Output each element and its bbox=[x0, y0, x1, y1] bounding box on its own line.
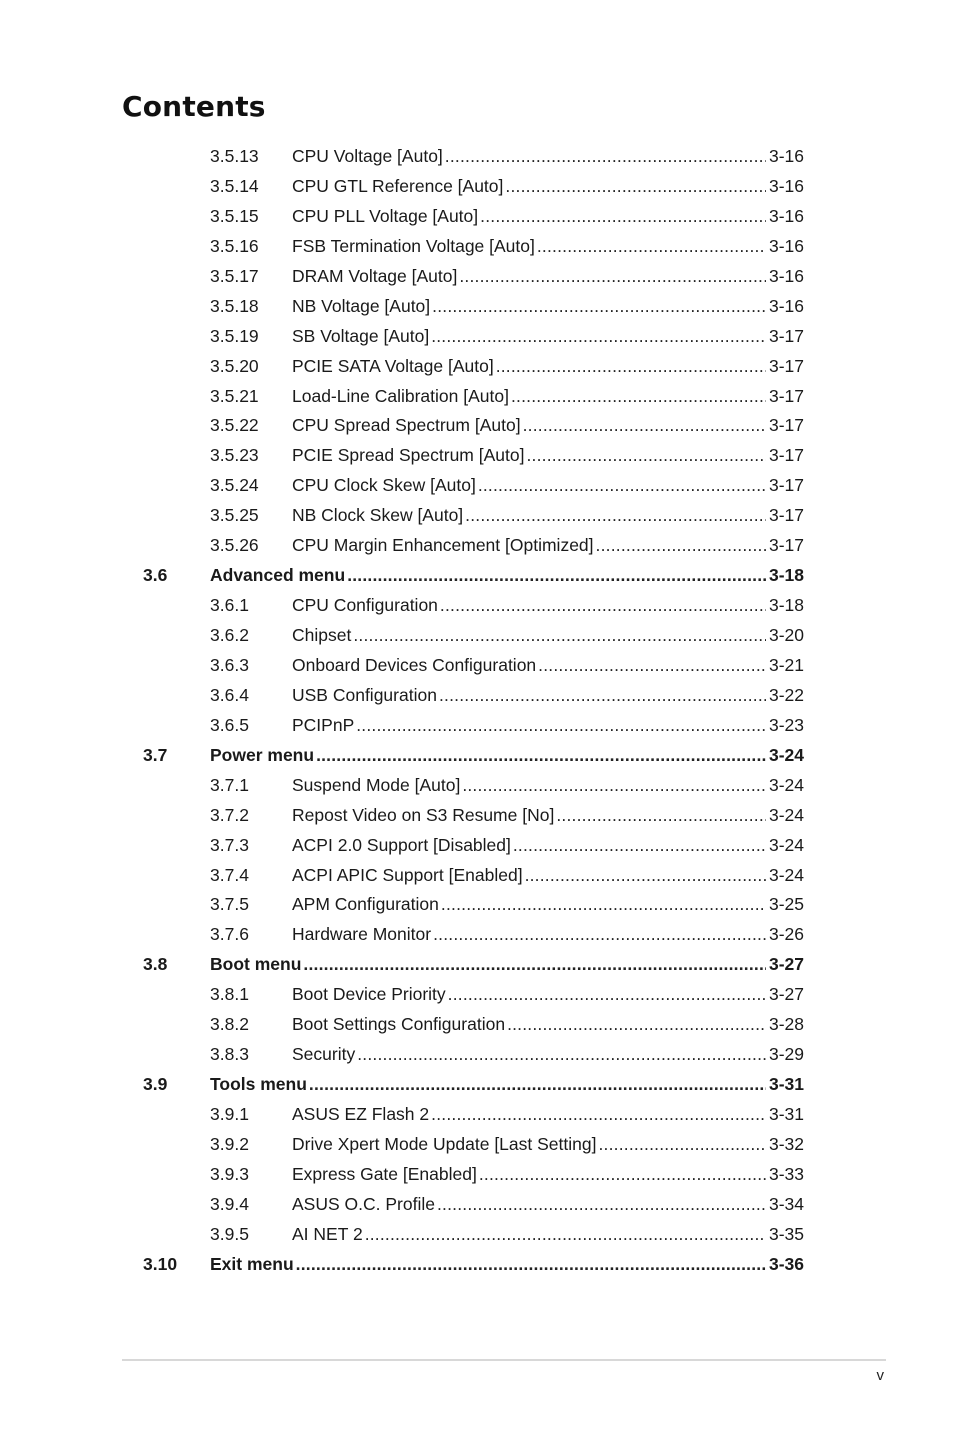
toc-entry-line bbox=[292, 531, 804, 561]
dot-leader bbox=[479, 1160, 766, 1190]
toc-subsection-entry[interactable] bbox=[0, 1220, 954, 1250]
toc-entry-number: 3.6.5 bbox=[210, 714, 249, 735]
toc-entry-page: 3-17 bbox=[768, 415, 804, 436]
toc-subsection-entry[interactable] bbox=[0, 501, 954, 531]
toc-subsection-entry[interactable] bbox=[0, 1100, 954, 1130]
toc-entry-number: 3.5.14 bbox=[210, 175, 259, 196]
toc-entry-page: 3-17 bbox=[768, 535, 804, 556]
dot-leader bbox=[480, 202, 766, 232]
toc-entry-title: Boot Settings Configuration bbox=[292, 1014, 506, 1035]
toc-subsection-entry[interactable] bbox=[0, 262, 954, 292]
toc-entry-number: 3.9.5 bbox=[210, 1223, 249, 1244]
toc-entry-title: CPU Margin Enhancement [Optimized] bbox=[292, 535, 594, 556]
toc-entry-title: ACPI 2.0 Support [Disabled] bbox=[292, 834, 511, 855]
toc-entry-line bbox=[292, 262, 804, 292]
toc-entry-page: 3-16 bbox=[768, 146, 804, 166]
toc-entry-title: Security bbox=[292, 1044, 356, 1065]
toc-entry-page: 3-34 bbox=[768, 1193, 804, 1214]
toc-entry-title: Chipset bbox=[292, 625, 352, 645]
toc-entry-number: 3.6.3 bbox=[210, 654, 249, 675]
toc-entry-number: 3.7.3 bbox=[210, 834, 249, 855]
toc-entry-page: 3-21 bbox=[768, 654, 804, 675]
toc-entry-title: NB Voltage [Auto] bbox=[292, 295, 431, 316]
dot-leader bbox=[459, 262, 766, 292]
toc-entry-number: 3.5.20 bbox=[210, 355, 259, 376]
toc-subsection-entry[interactable] bbox=[0, 890, 954, 920]
dot-leader bbox=[496, 352, 766, 382]
toc-entry-line bbox=[292, 801, 804, 831]
toc-entry-page: 3-17 bbox=[768, 505, 804, 526]
toc-entry-line bbox=[292, 322, 804, 352]
dot-leader bbox=[513, 831, 766, 861]
table-of-contents bbox=[0, 142, 954, 1280]
toc-subsection-entry[interactable] bbox=[0, 711, 954, 741]
toc-entry-number: 3.8.3 bbox=[210, 1044, 249, 1065]
toc-entry-line bbox=[210, 950, 804, 980]
toc-entry-number: 3.7.4 bbox=[210, 864, 249, 885]
toc-entry-number: 3.9 bbox=[143, 1074, 168, 1095]
toc-entry-number: 3.7.6 bbox=[210, 924, 249, 945]
toc-entry-line bbox=[292, 861, 804, 891]
toc-entry-title: Power menu bbox=[210, 744, 315, 765]
toc-entry-line bbox=[292, 591, 804, 621]
dot-leader bbox=[523, 411, 766, 441]
dot-leader bbox=[556, 801, 766, 831]
toc-entry-title: Advanced menu bbox=[210, 565, 346, 586]
toc-subsection-entry[interactable] bbox=[0, 441, 954, 471]
toc-entry-line bbox=[292, 1040, 804, 1070]
toc-entry-line bbox=[292, 1010, 804, 1040]
dot-leader bbox=[596, 531, 766, 561]
toc-entry-number: 3.5.15 bbox=[210, 205, 259, 226]
dot-leader bbox=[505, 172, 766, 202]
toc-entry-line bbox=[292, 890, 804, 920]
toc-entry-title: SB Voltage [Auto] bbox=[292, 325, 430, 346]
toc-entry-line bbox=[292, 411, 804, 441]
toc-section-entry[interactable] bbox=[0, 1070, 954, 1100]
toc-section-entry[interactable] bbox=[0, 950, 954, 980]
toc-subsection-entry[interactable] bbox=[0, 1010, 954, 1040]
toc-entry-number: 3.8 bbox=[143, 954, 168, 975]
toc-entry-number: 3.6 bbox=[143, 565, 168, 586]
toc-entry-page: 3-25 bbox=[768, 894, 804, 915]
dot-leader bbox=[432, 292, 766, 322]
toc-entry-line bbox=[292, 1130, 804, 1160]
toc-entry-page: 3-16 bbox=[768, 175, 804, 196]
toc-entry-page: 3-16 bbox=[768, 205, 804, 226]
dot-leader bbox=[507, 1010, 766, 1040]
dot-leader bbox=[431, 1100, 766, 1130]
dot-leader bbox=[303, 950, 766, 980]
toc-entry-page: 3-27 bbox=[768, 984, 804, 1005]
toc-entry-number: 3.5.13 bbox=[210, 146, 259, 166]
toc-entry-line bbox=[292, 232, 804, 262]
toc-entry-page: 3-18 bbox=[768, 565, 804, 586]
toc-entry-number: 3.10 bbox=[143, 1253, 178, 1274]
toc-entry-title: CPU GTL Reference [Auto] bbox=[292, 175, 504, 196]
toc-entry-page: 3-24 bbox=[768, 864, 804, 885]
toc-entry-line bbox=[292, 471, 804, 501]
dot-leader bbox=[441, 890, 766, 920]
toc-subsection-entry[interactable] bbox=[0, 980, 954, 1010]
toc-subsection-entry[interactable] bbox=[0, 352, 954, 382]
toc-entry-title: ASUS EZ Flash 2 bbox=[292, 1104, 430, 1124]
toc-entry-number: 3.5.26 bbox=[210, 535, 259, 556]
toc-entry-page: 3-18 bbox=[768, 595, 804, 616]
toc-entry-page: 3-22 bbox=[768, 684, 804, 705]
dot-leader bbox=[309, 1070, 766, 1100]
toc-entry-title: Boot menu bbox=[210, 954, 302, 975]
dot-leader bbox=[433, 920, 766, 950]
toc-entry-title: DRAM Voltage [Auto] bbox=[292, 265, 458, 286]
toc-entry-number: 3.8.2 bbox=[210, 1014, 249, 1035]
toc-entry-title: PCIE SATA Voltage [Auto] bbox=[292, 355, 494, 376]
toc-entry-line bbox=[210, 1250, 804, 1280]
toc-subsection-entry[interactable] bbox=[0, 1130, 954, 1160]
toc-entry-line bbox=[210, 741, 804, 771]
toc-entry-page: 3-31 bbox=[768, 1074, 804, 1095]
toc-subsection-entry[interactable] bbox=[0, 172, 954, 202]
toc-entry-title: NB Clock Skew [Auto] bbox=[292, 505, 464, 526]
toc-entry-title: USB Configuration bbox=[292, 684, 437, 705]
toc-entry-title: PCIE Spread Spectrum [Auto] bbox=[292, 445, 525, 466]
toc-subsection-entry[interactable] bbox=[0, 232, 954, 262]
toc-entry-line bbox=[292, 142, 804, 172]
toc-subsection-entry[interactable] bbox=[0, 142, 954, 172]
toc-entry-number: 3.5.24 bbox=[210, 475, 259, 496]
dot-leader bbox=[525, 861, 766, 891]
toc-subsection-entry[interactable] bbox=[0, 651, 954, 681]
toc-entry-title: PCIPnP bbox=[292, 714, 355, 735]
toc-entry-title: Hardware Monitor bbox=[292, 924, 432, 945]
toc-subsection-entry[interactable] bbox=[0, 1190, 954, 1220]
toc-entry-line bbox=[292, 1190, 804, 1220]
toc-subsection-entry[interactable] bbox=[0, 831, 954, 861]
toc-subsection-entry[interactable] bbox=[0, 861, 954, 891]
dot-leader bbox=[448, 980, 766, 1010]
dot-leader bbox=[465, 501, 766, 531]
toc-entry-title: CPU Clock Skew [Auto] bbox=[292, 475, 476, 496]
toc-entry-line bbox=[292, 771, 804, 801]
dot-leader bbox=[296, 1250, 766, 1280]
dot-leader bbox=[598, 1130, 766, 1160]
toc-entry-line bbox=[292, 501, 804, 531]
toc-entry-page: 3-17 bbox=[768, 325, 804, 346]
toc-entry-number: 3.5.22 bbox=[210, 415, 259, 436]
toc-entry-title: FSB Termination Voltage [Auto] bbox=[292, 235, 535, 256]
dot-leader bbox=[431, 322, 766, 352]
toc-subsection-entry[interactable] bbox=[0, 681, 954, 711]
toc-section-entry[interactable] bbox=[0, 741, 954, 771]
toc-entry-line bbox=[292, 920, 804, 950]
toc-entry-page: 3-32 bbox=[768, 1133, 804, 1154]
toc-entry-number: 3.5.18 bbox=[210, 295, 259, 316]
dot-leader bbox=[537, 232, 766, 262]
toc-entry-line bbox=[292, 172, 804, 202]
toc-entry-title: CPU Configuration bbox=[292, 595, 438, 616]
dot-leader bbox=[437, 1190, 766, 1220]
dot-leader bbox=[478, 471, 766, 501]
toc-entry-title: APM Configuration bbox=[292, 894, 439, 915]
toc-entry-line bbox=[292, 292, 804, 322]
toc-subsection-entry[interactable] bbox=[0, 591, 954, 621]
toc-entry-page: 3-33 bbox=[768, 1163, 804, 1184]
toc-entry-page: 3-26 bbox=[768, 924, 804, 945]
toc-subsection-entry[interactable] bbox=[0, 621, 954, 651]
toc-entry-number: 3.7.1 bbox=[210, 774, 249, 795]
toc-entry-page: 3-24 bbox=[768, 774, 804, 795]
toc-entry-line bbox=[292, 202, 804, 232]
toc-section-entry[interactable] bbox=[0, 1250, 954, 1280]
toc-entry-line bbox=[292, 711, 804, 741]
toc-entry-page: 3-16 bbox=[768, 295, 804, 316]
toc-entry-page: 3-16 bbox=[768, 265, 804, 286]
page-title: Contents bbox=[122, 90, 266, 123]
dot-leader bbox=[347, 561, 766, 591]
dot-leader bbox=[526, 441, 765, 471]
toc-entry-title: Onboard Devices Configuration bbox=[292, 654, 537, 675]
toc-entry-page: 3-24 bbox=[768, 804, 804, 825]
toc-entry-number: 3.7.2 bbox=[210, 804, 249, 825]
toc-entry-page: 3-28 bbox=[768, 1014, 804, 1035]
toc-entry-line bbox=[292, 651, 804, 681]
toc-entry-page: 3-20 bbox=[768, 625, 804, 645]
toc-entry-line bbox=[292, 382, 804, 412]
toc-entry-page: 3-35 bbox=[768, 1223, 804, 1244]
dot-leader bbox=[365, 1220, 766, 1250]
toc-entry-number: 3.9.3 bbox=[210, 1163, 249, 1184]
toc-entry-page: 3-23 bbox=[768, 714, 804, 735]
toc-entry-title: AI NET 2 bbox=[292, 1223, 363, 1244]
toc-entry-page: 3-27 bbox=[768, 954, 804, 975]
toc-entry-page: 3-24 bbox=[768, 744, 804, 765]
toc-entry-page: 3-16 bbox=[768, 235, 804, 256]
toc-entry-title: ASUS O.C. Profile bbox=[292, 1193, 435, 1214]
toc-subsection-entry[interactable] bbox=[0, 292, 954, 322]
toc-entry-page: 3-17 bbox=[768, 445, 804, 466]
toc-subsection-entry[interactable] bbox=[0, 471, 954, 501]
toc-entry-line bbox=[292, 1160, 804, 1190]
footer-divider bbox=[122, 1359, 886, 1361]
toc-entry-title: CPU PLL Voltage [Auto] bbox=[292, 205, 479, 226]
toc-entry-number: 3.5.17 bbox=[210, 265, 259, 286]
toc-subsection-entry[interactable] bbox=[0, 531, 954, 561]
toc-entry-title: Express Gate [Enabled] bbox=[292, 1163, 477, 1184]
toc-entry-number: 3.5.23 bbox=[210, 445, 259, 466]
toc-entry-number: 3.5.16 bbox=[210, 235, 259, 256]
toc-entry-line bbox=[292, 1100, 804, 1130]
toc-entry-page: 3-29 bbox=[768, 1044, 804, 1065]
toc-entry-title: ACPI APIC Support [Enabled] bbox=[292, 864, 523, 885]
dot-leader bbox=[462, 771, 766, 801]
toc-entry-line bbox=[292, 831, 804, 861]
toc-subsection-entry[interactable] bbox=[0, 382, 954, 412]
dot-leader bbox=[445, 142, 766, 172]
toc-entry-title: CPU Spread Spectrum [Auto] bbox=[292, 415, 521, 436]
toc-entry-line bbox=[292, 1220, 804, 1250]
dot-leader bbox=[357, 1040, 766, 1070]
toc-entry-title: CPU Voltage [Auto] bbox=[292, 146, 443, 166]
toc-entry-page: 3-31 bbox=[768, 1104, 804, 1124]
page-number: v bbox=[876, 1367, 884, 1384]
toc-entry-page: 3-24 bbox=[768, 834, 804, 855]
toc-subsection-entry[interactable] bbox=[0, 322, 954, 352]
toc-subsection-entry[interactable] bbox=[0, 801, 954, 831]
toc-subsection-entry[interactable] bbox=[0, 1040, 954, 1070]
toc-entry-page: 3-17 bbox=[768, 355, 804, 376]
dot-leader bbox=[440, 591, 766, 621]
toc-entry-line bbox=[210, 1070, 804, 1100]
dot-leader bbox=[316, 741, 766, 771]
dot-leader bbox=[439, 681, 766, 711]
toc-entry-number: 3.7 bbox=[143, 744, 168, 765]
toc-subsection-entry[interactable] bbox=[0, 920, 954, 950]
toc-entry-title: Repost Video on S3 Resume [No] bbox=[292, 804, 555, 825]
dot-leader bbox=[511, 382, 766, 412]
toc-entry-line bbox=[210, 561, 804, 591]
toc-entry-number: 3.5.21 bbox=[210, 385, 259, 406]
toc-entry-number: 3.9.1 bbox=[210, 1104, 249, 1124]
toc-entry-number: 3.5.25 bbox=[210, 505, 259, 526]
toc-entry-number: 3.9.2 bbox=[210, 1133, 249, 1154]
toc-subsection-entry[interactable] bbox=[0, 202, 954, 232]
toc-entry-number: 3.6.2 bbox=[210, 625, 249, 645]
toc-entry-line bbox=[292, 441, 804, 471]
toc-entry-title: Boot Device Priority bbox=[292, 984, 446, 1005]
toc-section-entry[interactable] bbox=[0, 561, 954, 591]
dot-leader bbox=[538, 651, 766, 681]
toc-entry-number: 3.5.19 bbox=[210, 325, 259, 346]
toc-entry-title: Drive Xpert Mode Update [Last Setting] bbox=[292, 1133, 597, 1154]
toc-subsection-entry[interactable] bbox=[0, 1160, 954, 1190]
toc-entry-number: 3.7.5 bbox=[210, 894, 249, 915]
toc-subsection-entry[interactable] bbox=[0, 411, 954, 441]
toc-entry-number: 3.9.4 bbox=[210, 1193, 249, 1214]
toc-entry-page: 3-36 bbox=[768, 1253, 804, 1274]
toc-entry-title: Suspend Mode [Auto] bbox=[292, 774, 461, 795]
toc-subsection-entry[interactable] bbox=[0, 771, 954, 801]
toc-entry-page: 3-17 bbox=[768, 385, 804, 406]
toc-entry-page: 3-17 bbox=[768, 475, 804, 496]
toc-entry-title: Tools menu bbox=[210, 1074, 307, 1095]
dot-leader bbox=[356, 711, 766, 741]
toc-entry-line bbox=[292, 621, 804, 651]
toc-entry-number: 3.6.4 bbox=[210, 684, 249, 705]
toc-entry-line bbox=[292, 352, 804, 382]
toc-entry-line bbox=[292, 681, 804, 711]
dot-leader bbox=[353, 621, 766, 651]
toc-entry-number: 3.8.1 bbox=[210, 984, 249, 1005]
toc-entry-line bbox=[292, 980, 804, 1010]
toc-entry-title: Exit menu bbox=[210, 1253, 294, 1274]
toc-entry-number: 3.6.1 bbox=[210, 595, 249, 616]
toc-entry-title: Load-Line Calibration [Auto] bbox=[292, 385, 509, 406]
